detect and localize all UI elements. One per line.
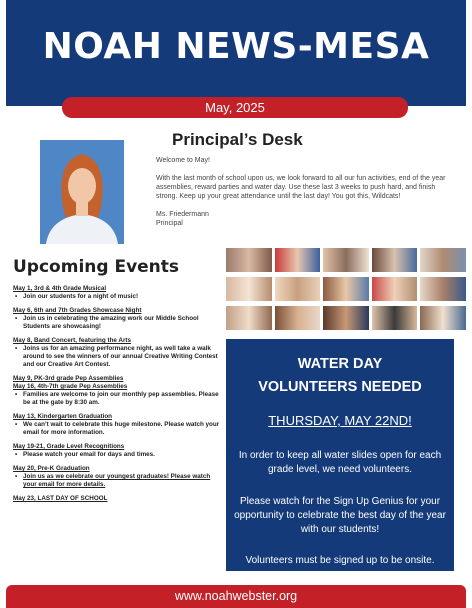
water-day-paragraph: Please watch for the Sign Up Genius for your opportunity to celebrate the best day of the year with our students! <box>234 496 446 535</box>
photo-strip <box>226 306 466 330</box>
event-heading: May 13, Kindergarten Graduation <box>13 413 113 420</box>
event-item <box>13 337 221 369</box>
principal-desk-heading: Principal’s Desk <box>172 130 303 149</box>
event-heading: May 8, Band Concert, featuring the Arts <box>13 337 132 344</box>
event-detail: • Join us as we celebrate our youngest graduates! Please watch your email for more details. <box>13 473 221 489</box>
student-photo-gallery <box>226 248 466 330</box>
water-day-line2: VOLUNTEERS NEEDED <box>258 379 422 395</box>
event-item <box>13 465 221 489</box>
event-heading: May 9, PK-3rd grade Pep Assemblies <box>13 375 124 382</box>
event-detail: • Joins us for an amazing performance night, as well take a walk around to see the winners of our annual Creative Writing Contest and our Creative Art Contest. <box>13 345 221 369</box>
water-day-paragraph: Volunteers must be signed up to be onsite. <box>245 555 435 566</box>
principal-letter <box>156 156 456 228</box>
event-detail: • We can’t wait to celebrate this huge milestone. Please watch your email for more information. <box>13 421 221 437</box>
event-heading: May 20, Pre-K Graduation <box>13 465 90 472</box>
event-heading: May 1, 3rd & 4th Grade Musical <box>13 285 107 292</box>
water-day-heading <box>226 353 454 399</box>
event-heading: May 19-21, Grade Level Recognitions <box>13 443 125 450</box>
letter-body: With the last month of school upon us, we look forward to all our fun activities, end of the year assemblies, reward parties and water day. Use these last 3 weeks to push hard, and finish strong. Keep up your great attendance until the last day! You got this, Wildcats! <box>156 175 446 200</box>
event-detail: • Join our students for a night of music! <box>13 293 221 301</box>
footer-bar <box>6 585 466 608</box>
newsletter-title: NOAH NEWS-MESA <box>42 26 430 67</box>
issue-date: May, 2025 <box>62 97 408 118</box>
event-item <box>13 413 221 437</box>
signature-name: Ms. Friedermann <box>156 211 209 218</box>
event-item <box>13 495 221 503</box>
photo-strip <box>226 277 466 301</box>
upcoming-events-heading: Upcoming Events <box>13 257 180 277</box>
water-day-line1: WATER DAY <box>297 356 383 372</box>
letter-greeting: Welcome to May! <box>156 157 210 164</box>
photo-strip <box>226 248 466 272</box>
event-item <box>13 307 221 331</box>
event-detail: • Families are welcome to join our monthly pep assemblies. Please be at the gate by 8:30 am. <box>13 391 221 407</box>
event-detail: • Please watch your email for days and times. <box>13 451 221 459</box>
water-day-date: THURSDAY, MAY 22ND! <box>268 413 412 428</box>
events-list <box>13 285 221 509</box>
event-item <box>13 375 221 407</box>
water-day-box <box>226 339 454 571</box>
water-day-paragraph: In order to keep all water slides open for each grade level, we need volunteers. <box>238 450 442 475</box>
principal-photo <box>40 140 124 244</box>
event-detail: • Join us in celebrating the amazing work our Middle School Students are showcasing! <box>13 315 221 331</box>
website-link[interactable]: www.noahwebster.org <box>174 589 298 603</box>
event-heading: May 6, 6th and 7th Grades Showcase Night <box>13 307 142 314</box>
event-item <box>13 443 221 459</box>
signature-role: Principal <box>156 220 183 227</box>
event-item <box>13 285 221 301</box>
newsletter-header <box>6 0 466 106</box>
event-heading: May 16, 4th-7th grade Pep Assemblies <box>13 383 128 390</box>
event-heading: May 23, LAST DAY OF SCHOOL <box>13 495 108 502</box>
